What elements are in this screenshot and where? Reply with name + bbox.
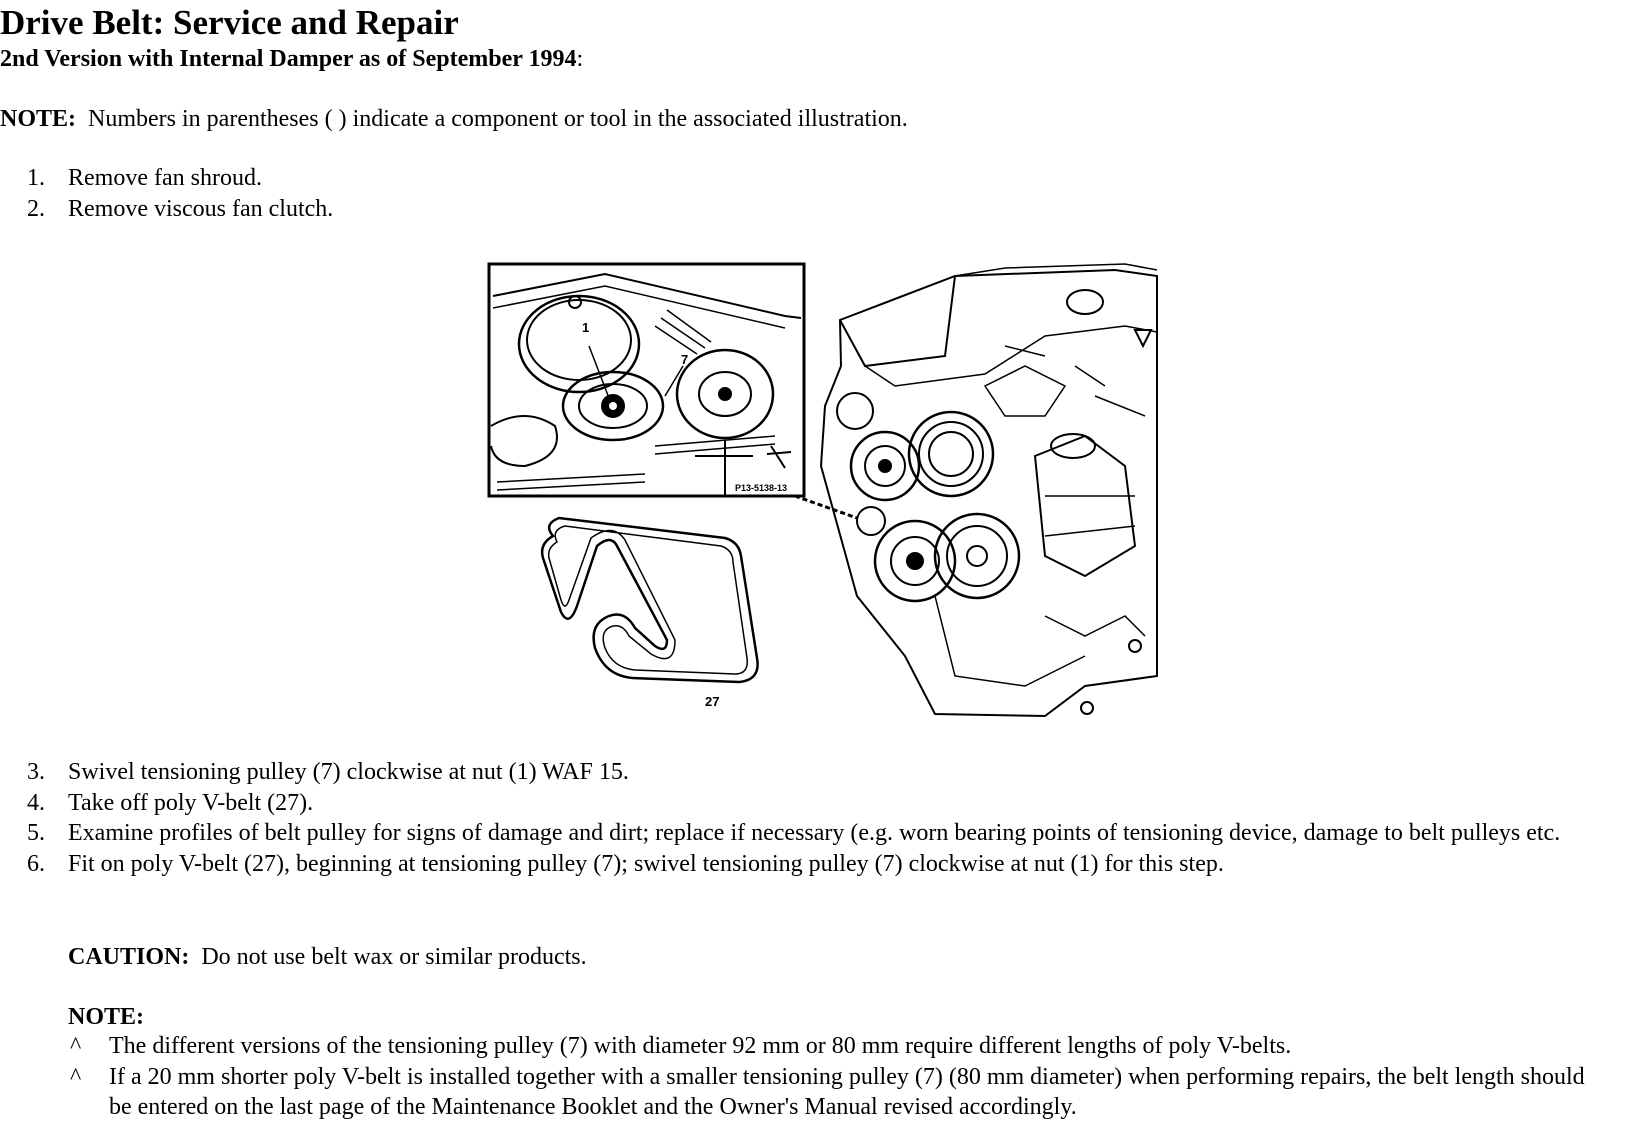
caret-bullet: ^	[70, 1063, 82, 1090]
caret-bullet: ^	[70, 1033, 82, 1059]
subtitle-colon: :	[576, 46, 584, 72]
step-number: 3.	[27, 759, 45, 785]
step-item	[0, 788, 1632, 819]
steps-list-b	[0, 757, 1632, 879]
caution-block	[68, 942, 587, 972]
step-item	[0, 194, 1632, 225]
callout-1-label: 1	[582, 320, 590, 335]
note-item	[0, 1062, 1632, 1123]
note-item-text: If a 20 mm shorter poly V-belt is installed together with a smaller tensioning pulley (7) (80 mm diameter) when performing repairs, the belt length should be entered on the last page of the Maintenance Booklet and the Owner's Manual revised accordingly.	[109, 1063, 1585, 1120]
note-list	[0, 1031, 1632, 1123]
step-item	[0, 818, 1632, 849]
callout-7-label: 7	[681, 352, 689, 367]
step-number: 6.	[27, 850, 45, 877]
caution-text: Do not use belt wax or similar products.	[201, 944, 587, 970]
intro-note-text: Numbers in parentheses ( ) indicate a component or tool in the associated illustration.	[88, 106, 908, 132]
step-text: Examine profiles of belt pulley for signs of damage and dirt; replace if necessary (e.g. worn bearing points of tensioning device, damage to belt pulleys etc.	[68, 820, 1561, 846]
step-text: Swivel tensioning pulley (7) clockwise at nut (1) WAF 15.	[68, 759, 629, 785]
step-text: Fit on poly V-belt (27), beginning at tensioning pulley (7); swivel tensioning pulley (7) clockwise at nut (1) for this step.	[68, 850, 1224, 877]
callout-27-label: 27	[705, 694, 720, 709]
caution-label: CAUTION:	[68, 944, 190, 970]
step-number: 2.	[27, 195, 45, 222]
inset-detail-view	[489, 264, 804, 496]
note-item	[0, 1031, 1632, 1062]
intro-note-label: NOTE:	[0, 106, 77, 132]
step-text: Remove fan shroud.	[68, 165, 262, 191]
poly-v-belt-drawing	[542, 518, 758, 709]
drive-belt-illustration	[485, 256, 1160, 728]
step-text: Remove viscous fan clutch.	[68, 195, 334, 222]
step-number: 4.	[27, 789, 45, 816]
step-item	[0, 757, 1632, 788]
subtitle-text: 2nd Version with Internal Damper as of September 1994	[0, 46, 577, 72]
note-heading: NOTE:	[68, 1004, 145, 1030]
intro-note	[0, 104, 908, 134]
steps-list-a	[0, 163, 1632, 224]
note-item-text: The different versions of the tensioning pulley (7) with diameter 92 mm or 80 mm require different lengths of poly V-belts.	[109, 1033, 1292, 1059]
page-title: Drive Belt: Service and Repair	[0, 3, 459, 42]
step-number: 1.	[27, 165, 45, 191]
leader-line	[795, 496, 857, 518]
step-text: Take off poly V-belt (27).	[68, 789, 314, 816]
step-number: 5.	[27, 820, 45, 846]
step-item	[0, 163, 1632, 194]
step-item	[0, 849, 1632, 880]
inset-reference-code: P13-5138-13	[735, 483, 788, 493]
page-subtitle	[0, 44, 583, 74]
engine-drawing	[821, 264, 1157, 716]
